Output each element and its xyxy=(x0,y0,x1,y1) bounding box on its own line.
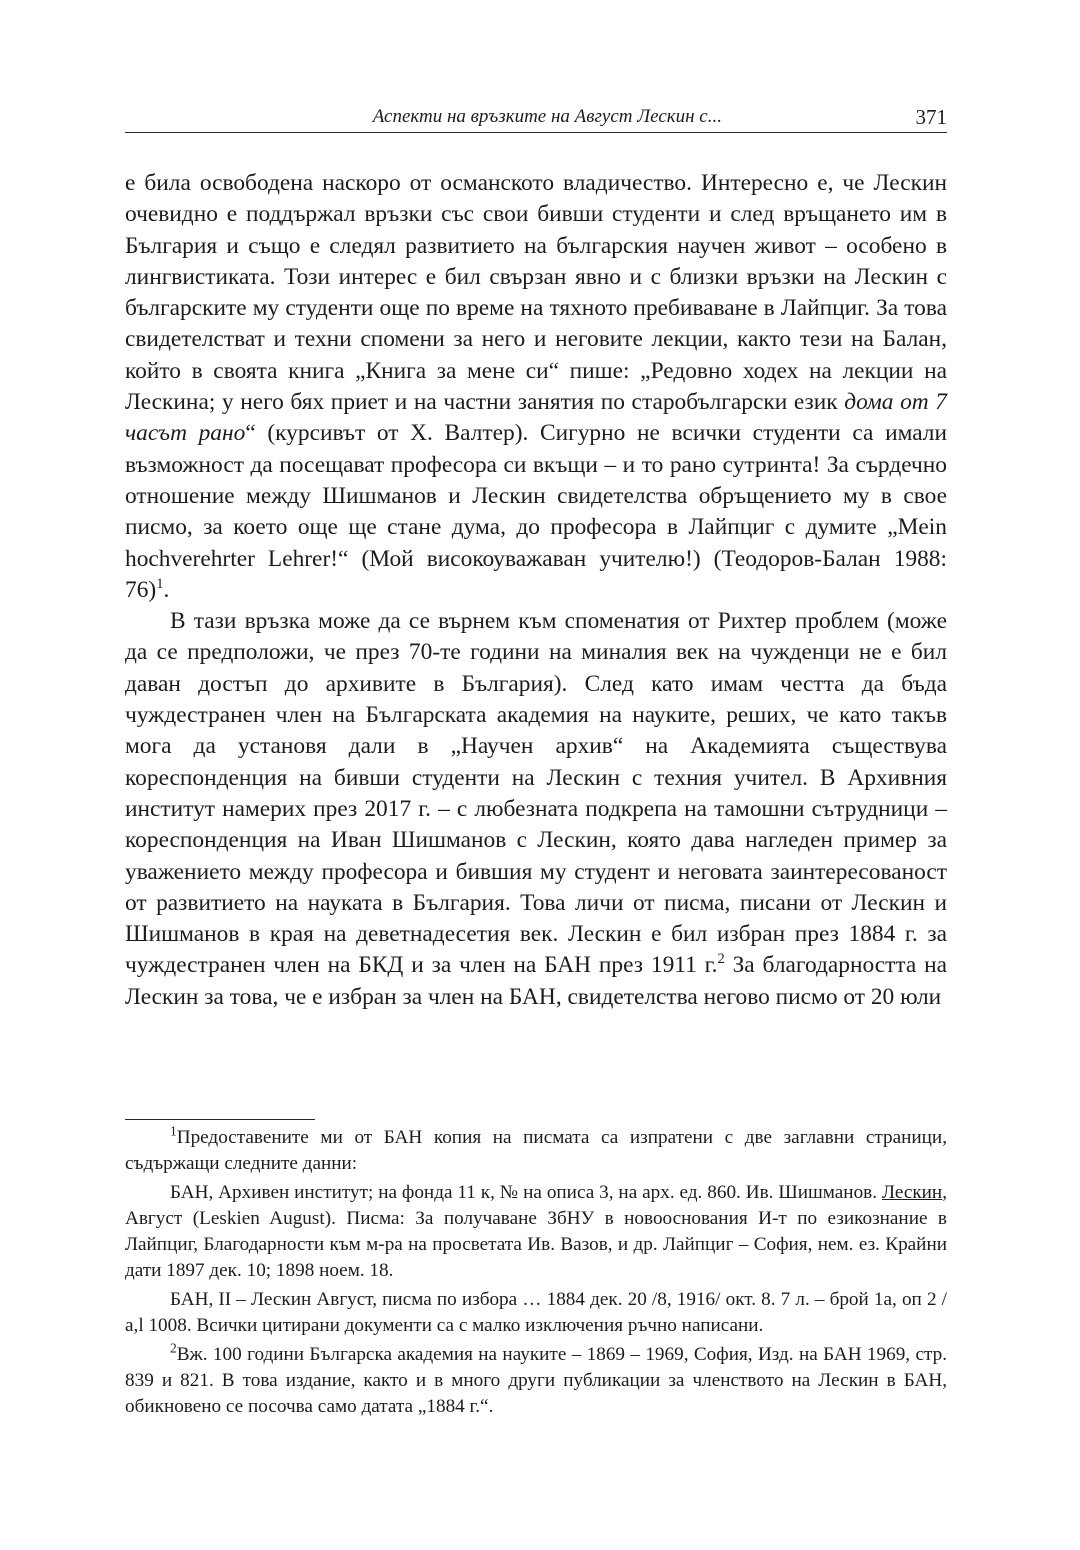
footnote-2-text: Вж. 100 години Българска академия на науките – 1869 – 1969, София, Изд. на БАН 1969, стр. 839 и 821. В това издание, както и в много други публикации за членството на Лескин в БАН, обикновено се посочва само датата „1884 г.“. xyxy=(125,1344,947,1417)
footnote-1-archive-a: БАН, Архивен институт; на фонда 11 к, № на описа 3, на арх. ед. 860. Ив. Шишманов. xyxy=(170,1182,882,1203)
footnote-1-archive xyxy=(125,1180,947,1284)
paragraph-2-text-b: За благодарността на Лескин за това, че е избран за член на БАН, свидетелства негово писмо от 20 юли xyxy=(125,952,947,1010)
paragraph-1-text-b: “ (курсивът от Х. Валтер). Сигурно не всички студенти са имали възможност да посещават професора си вкъщи – и то рано сутринта! За сърдечно отношение между Шишманов и Лескин свидетелства обръщението му в свое писмо, за което още ще стане дума, до професора в Лайпциг с думите „Mein hochverehrter Lehrer!“ (Мой високоуважаван учителю!) (Теодоров-Балан 1988: 76) xyxy=(125,420,948,603)
footnote-ref-1[interactable]: 1 xyxy=(156,576,164,593)
paragraph-2-text-a: В тази връзка може да се върнем към споменатия от Рихтер проблем (може да се предположи, че през 70-те години на миналия век на чужденци не е бил даван достъп до архивите в България). След като имам честта да бъда чуждестранен член на Българската академия на науките, реших, че като такъв мога да установя дали в „Научен архив“ на Академията съществува кореспонденция на бивши студенти на Лескин с техния учител. В Архивния институт намерих през 2017 г. – с любезната подкрепа на тамошни сътрудници – кореспонденция на Иван Шишманов с Лескин, която дава нагледен пример за уважението между професора и бившия му студент и неговата заинтересованост от развитието на науката в България. Това личи от писма, писани от Лескин и Шишманов в края на деветнадесетия век. Лескин е бил избран през 1884 г. за чуждестранен член на БКД и за член на БАН през 1911 г. xyxy=(125,608,947,979)
footnote-1-number: 1 xyxy=(170,1123,177,1139)
footnote-ref-2[interactable]: 2 xyxy=(717,951,725,968)
running-header xyxy=(125,100,947,133)
paragraph-1-italic: дома от 7 часът рано xyxy=(125,389,947,447)
footnotes xyxy=(125,1125,947,1423)
paragraph-1-text-c: . xyxy=(163,576,170,603)
running-title: Аспекти на връзките на Август Лескин с... xyxy=(372,106,722,127)
footnote-1-text: Предоставените ми от БАН копия на писмата са изпратени с две заглавни страници, съдържащи следните данни: xyxy=(125,1127,947,1174)
footnote-1-underlined-name: Лескин xyxy=(881,1182,943,1203)
footnote-1-archive-b: , Август (Leskien August). Писма: За получаване ЗбНУ в новооснования И-т по езикознание в Лайпциг, Благодарности към м-ра на просветата Ив. Вазов, и др. Лайпциг – София, нем. ез. Крайни дати 1897 дек. 10; 1898 ноем. 18. xyxy=(125,1182,947,1281)
page-number: 371 xyxy=(915,105,947,129)
footnote-2 xyxy=(125,1342,947,1420)
paragraph-1 xyxy=(125,168,947,606)
footnote-1 xyxy=(125,1125,947,1177)
paragraph-2 xyxy=(125,606,947,1013)
footnote-1-archive-2: БАН, II – Лескин Август, писма по избора … 1884 дек. 20 /8, 1916/ окт. 8. 7 л. – брой 1а, оп 2 /а,l 1008. Всички цитирани документи са с малко изключения ръчно написани. xyxy=(125,1289,947,1336)
footnote-separator xyxy=(125,1119,315,1120)
paragraph-1-text-a: е била освободена наскоро от османското владичество. Интересно е, че Лескин очевидно е поддържал връзки със свои бивши студенти и след връщането им в България и също е следял развитието на българския научен живот – особено в лингвистиката. Този интерес е бил свързан явно и с близки връзки на Лескин с българските му студенти още по време на тяхното пребиваване в Лайпциг. За това свидетелстват и техни спомени за него и неговите лекции, както тези на Балан, който в своята книга „Книга за мене си“ пише: „Редовно ходех на лекции на Лескина; у него бях приет и на частни занятия по старобългарски език xyxy=(125,170,947,416)
footnote-2-number: 2 xyxy=(170,1340,177,1356)
main-text xyxy=(125,168,947,1013)
